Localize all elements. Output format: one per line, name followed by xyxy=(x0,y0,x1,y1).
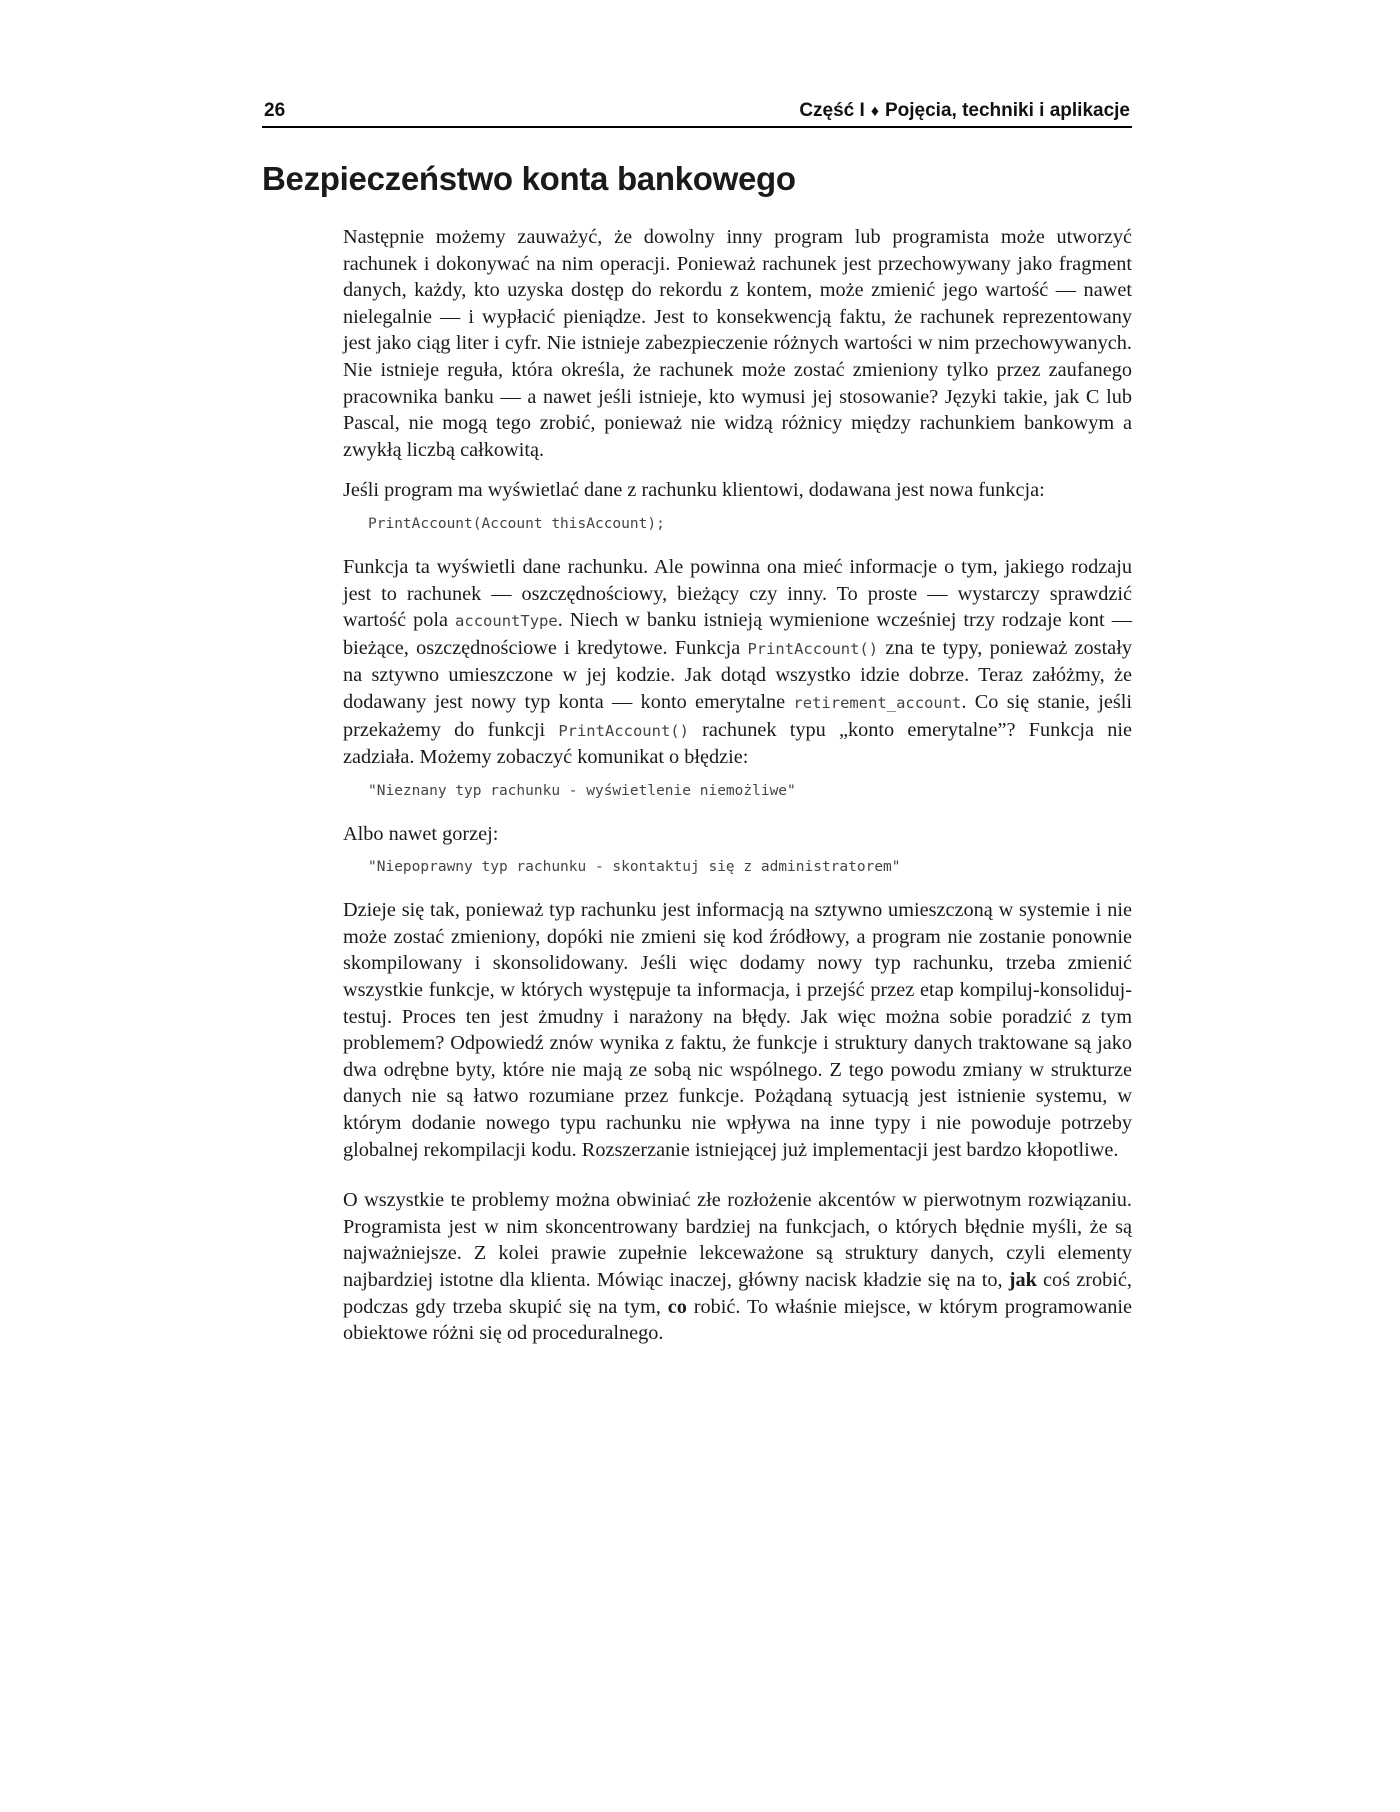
code-print-account: PrintAccount(Account thisAccount); xyxy=(368,515,665,532)
running-header xyxy=(262,96,1132,128)
paragraph-6 xyxy=(343,1187,1132,1347)
page-number: 26 xyxy=(264,100,286,121)
paragraph-6-text-1: O wszystkie te problemy można obwiniać złe rozłożenie akcentów w pierwotnym rozwiązaniu. Programista jest w nim skoncentrowany bardziej na funkcjach, o których błędnie myśli, że są najważniejsze. Z kolei prawie zupełnie lekceważone są struktury danych, czyli elementy najbardziej istotne dla klienta. Mówiąc inaczej, główny nacisk kładzie się na to, xyxy=(343,1189,1132,1291)
code-error-message-2: "Niepoprawny typ rachunku - skontaktuj się z administratorem" xyxy=(368,859,901,876)
bold-co: co xyxy=(667,1295,687,1318)
inline-code-print-account: PrintAccount() xyxy=(747,639,879,658)
diamond-separator-icon: ♦ xyxy=(870,103,879,120)
body-text xyxy=(343,224,1132,1361)
paragraph-3-text-5: rachunek typu „konto emerytalne”? Funkcja nie zadziała. Możemy zobaczyć komunikat o błędzie: xyxy=(343,718,1132,769)
paragraph-3-text-3: zna te typy, ponieważ zostały na sztywno umieszczone w jej kodzie. Jak dotąd wszystko idzie dobrze. Teraz załóżmy, że dodawany jest nowy typ konta — konto emerytalne xyxy=(343,636,1132,713)
section-title: Bezpieczeństwo konta bankowego xyxy=(262,160,796,197)
paragraph-1: Następnie możemy zauważyć, że dowolny inny program lub programista może utworzyć rachunek i dokonywać na nim operacji. Ponieważ rachunek jest przechowywany jako fragment danych, każdy, kto uzyska dostęp do rekordu z kontem, może zmienić jego wartość — nawet nielegalnie — i wypłacić pieniądze. Jest to konsekwencją faktu, że rachunek reprezentowany jest jako ciąg liter i cyfr. Nie istnieje zabezpieczenie różnych wartości w nim przechowywanych. Nie istnieje reguła, która określa, że rachunek może zostać zmieniony tylko przez zaufanego pracownika banku — a nawet jeśli istnieje, kto wymusi jej stosowanie? Języki takie, jak C lub Pascal, nie mogą tego zrobić, ponieważ nie widzą różnicy między rachunkiem bankowym a zwykłą liczbą całkowitą. xyxy=(343,226,1132,461)
paragraph-3 xyxy=(343,554,1132,771)
paragraph-6-text-3: robić. To właśnie miejsce, w którym programowanie obiektowe różni się od proceduralnego. xyxy=(343,1295,1132,1345)
bold-jak: jak xyxy=(1008,1269,1037,1291)
paragraph-3-text-4: . Co się stanie, jeśli przekażemy do funkcji xyxy=(343,690,1132,741)
paragraph-2: Jeśli program ma wyświetlać dane z rachunku klientowi, dodawana jest nowa funkcja: xyxy=(343,479,1045,502)
part-prefix: Część I xyxy=(799,100,865,121)
paragraph-6-text-2: coś zrobić, podczas gdy trzeba skupić się na tym, xyxy=(343,1269,1132,1318)
paragraph-5: Dzieje się tak, ponieważ typ rachunku jest informacją na sztywno umieszczoną w systemie i nie może zostać zmieniony, dopóki nie zmieni się kod źródłowy, a program nie zostanie ponownie skompilowany i skonsolidowany. Jeśli więc dodamy nowy typ rachunku, trzeba zmienić wszystkie funkcje, w których występuje ta informacja, i przejść przez etap kompiluj-konsoliduj-testuj. Proces ten jest żmudny i narażony na błędy. Jak więc można sobie poradzić z tym problemem? Odpowiedź znów wynika z faktu, że funkcje i struktury danych traktowane są jako dwa odrębne byty, które nie mają ze sobą nic wspólnego. Z tego powodu zmiany w strukturze danych nie są łatwo rozumiane przez funkcje. Pożądaną sytuacją jest istnienie systemu, w którym dodanie nowego typu rachunku nie wpływa na inne typy i nie powoduje potrzeby globalnej rekompilacji kodu. Rozszerzanie istniejącej już implementacji jest bardzo kłopotliwe. xyxy=(343,899,1132,1161)
part-name: Pojęcia, techniki i aplikacje xyxy=(884,100,1130,121)
paragraph-3-text-2: . Niech w banku istnieją wymienione wcześniej trzy rodzaje kont — bieżące, oszczędnościowe i kredytowe. Funkcja xyxy=(343,609,1132,659)
inline-code-account-type: accountType xyxy=(455,612,558,631)
part-title xyxy=(799,100,1130,122)
inline-code-print-account-2: PrintAccount() xyxy=(558,721,689,740)
paragraph-4: Albo nawet gorzej: xyxy=(343,822,499,845)
paragraph-3-text-1: Funkcja ta wyświetli dane rachunku. Ale powinna ona mieć informacje o tym, jakiego rodzaju jest to rachunek — oszczędnościowy, bieżący czy inny. To proste — wystarczy sprawdzić wartość pola xyxy=(343,555,1132,632)
code-error-message-1: "Nieznany typ rachunku - wyświetlenie niemożliwe" xyxy=(368,782,796,799)
inline-code-retirement-account: retirement_account xyxy=(793,693,962,712)
